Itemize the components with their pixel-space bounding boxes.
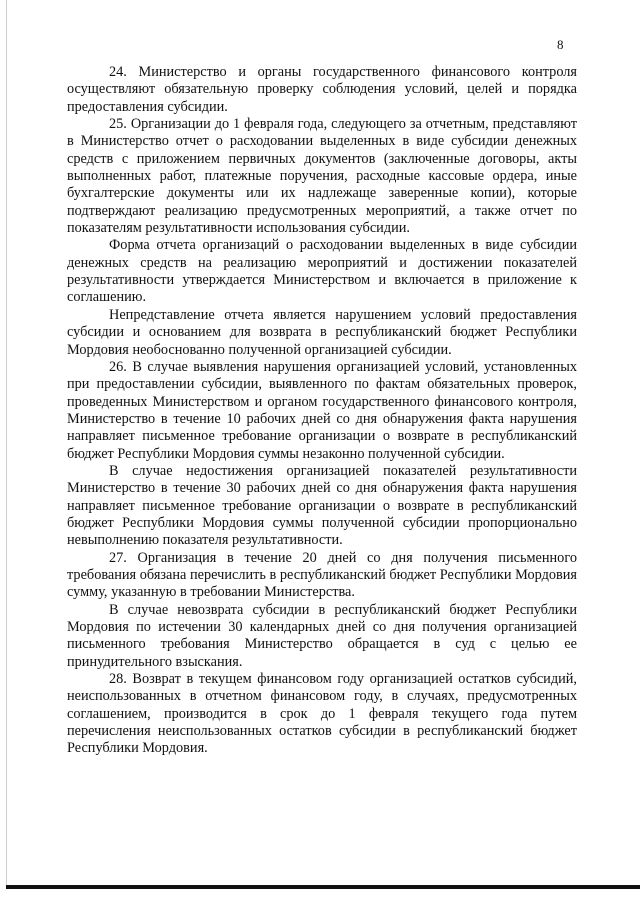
paragraph-26-indicators: В случае недостижения организацией показателей результативности Министерство в течение 30 рабочих дней со дня обнаружения факта нарушения направляет письменное требование организации о возврате в республиканский бюджет Республики Мордовия суммы полученной субсидии пропорционально невыполнению показателя результативности.: [67, 462, 577, 549]
scan-bottom-edge: [6, 885, 640, 889]
paragraph-25-report-form: Форма отчета организаций о расходовании выделенных в виде субсидии денежных средств на реализацию мероприятий и достижении показателей результативности утверждается Министерством и включается в приложение к соглашению.: [67, 237, 577, 306]
paragraph-27-court: В случае невозврата субсидии в республиканский бюджет Республики Мордовия по истечении 30 календарных дней со дня получения организацией письменного требования Министерство обращается в суд с целью ее принудительного взыскания.: [67, 601, 577, 670]
paragraph-28: 28. Возврат в текущем финансовом году организацией остатков субсидий, неиспользованных в отчетном финансовом году, в случаях, предусмотренных соглашением, производится в срок до 1 февраля текущего года путем перечисления неиспользованных остатков субсидии в республиканский бюджет Республики Мордовия.: [67, 671, 577, 757]
paragraph-24: 24. Министерство и органы государственного финансового контроля осуществляют обязательную проверку соблюдения условий, целей и порядка предоставления субсидии.: [67, 64, 577, 115]
paragraph-25-non-submission: Непредставление отчета является нарушением условий предоставления субсидии и основанием для возврата в республиканский бюджет Республики Мордовия необоснованно полученной организацией субсидии.: [67, 306, 577, 358]
scan-left-edge: [6, 0, 7, 889]
paragraph-27: 27. Организация в течение 20 дней со дня получения письменного требования обязана перечислить в республиканский бюджет Республики Мордовия сумму, указанную в требовании Министерства.: [67, 549, 577, 601]
document-body: [67, 64, 577, 758]
paragraph-26: 26. В случае выявления нарушения организацией условий, установленных при предоставлении субсидии, выявленного по фактам обязательных проверок, проведенных Министерством и органом государственного финансового контроля, Министерство в течение 10 рабочих дней со дня обнаружения факта нарушения направляет письменное требование организации о возврате в республиканский бюджет Республики Мордовия суммы незаконно полученной субсидии.: [67, 358, 577, 462]
page-number: 8: [557, 37, 564, 52]
paragraph-25: 25. Организации до 1 февраля года, следующего за отчетным, представляют в Министерство отчет о расходовании выделенных в виде субсидии денежных средств с приложением первичных документов (заключенные договоры, акты выполненных работ, платежные поручения, расходные кассовые ордера, иные бухгалтерские документы или их надлежаще заверенные копии), которые подтверждают реализацию предусмотренных мероприятий, а также отчет по показателям результативности использования субсидии.: [67, 116, 577, 237]
